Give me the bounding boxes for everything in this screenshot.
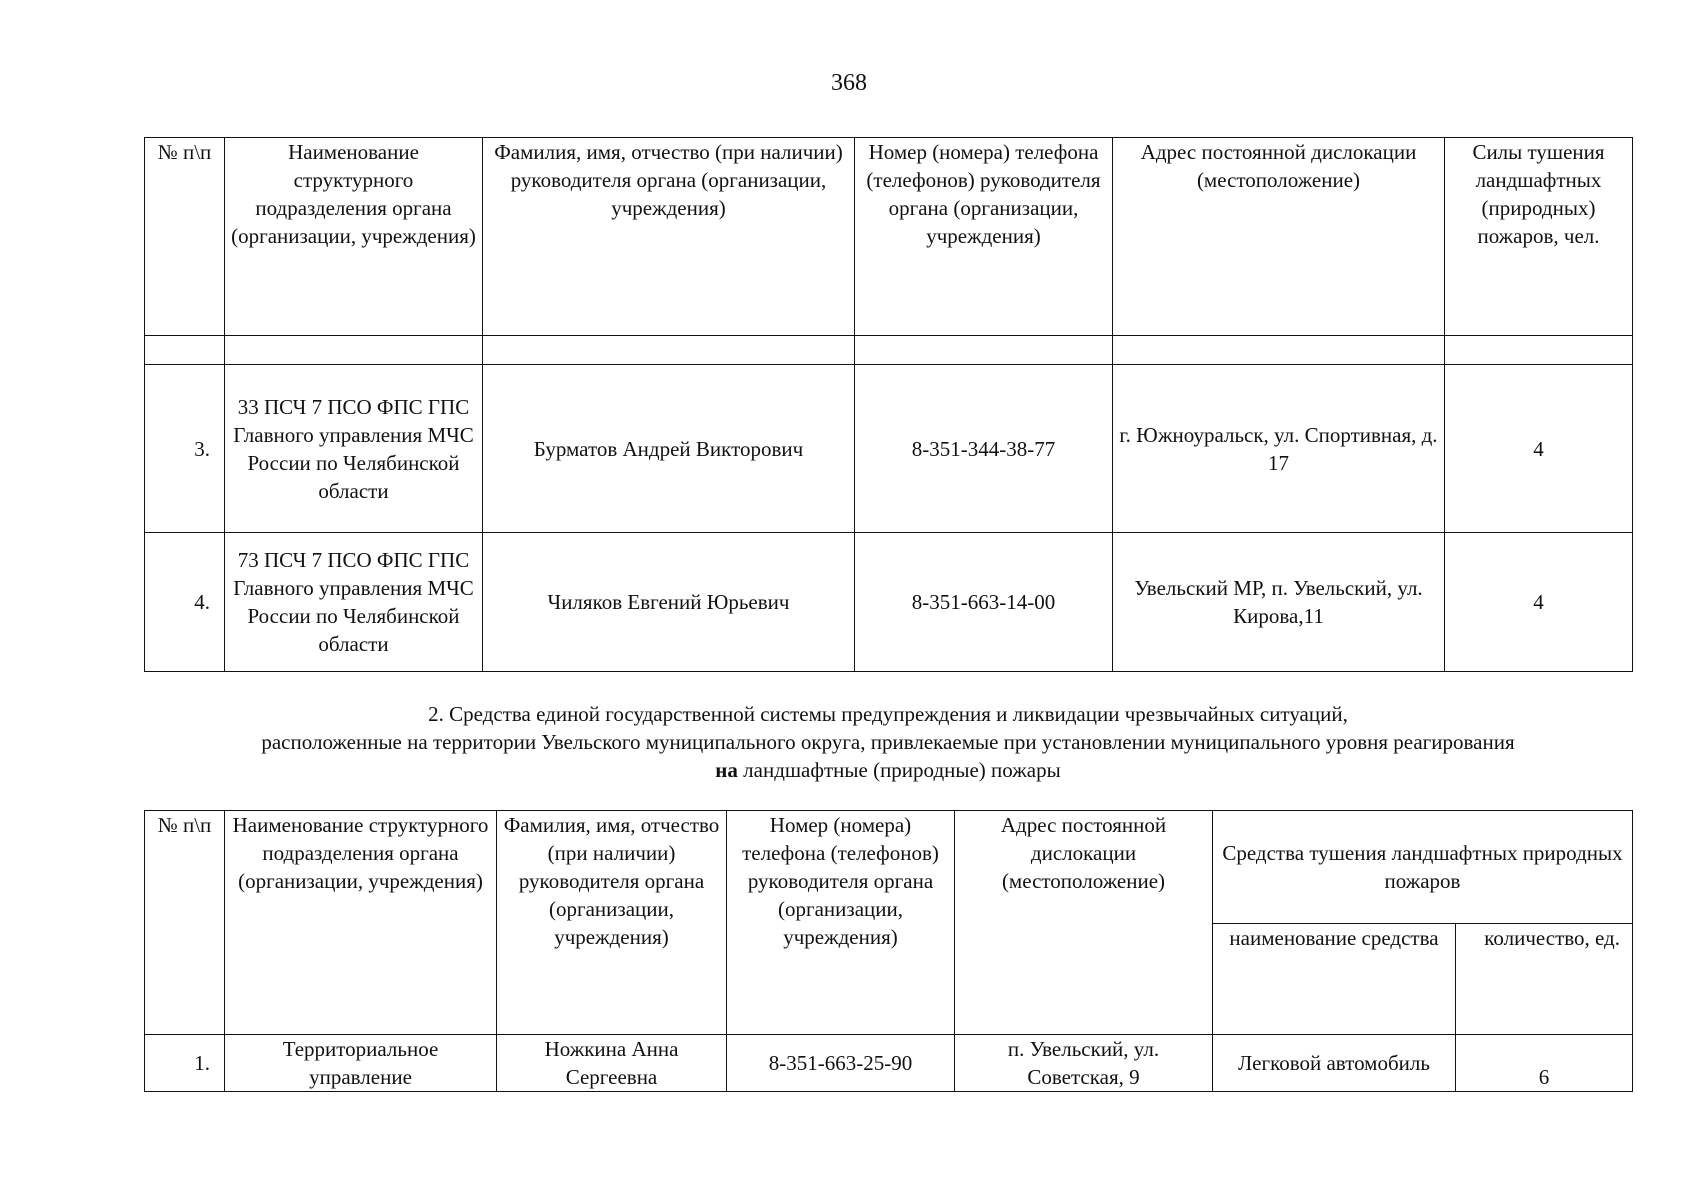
- row-name: Территориальное управление: [225, 1035, 497, 1092]
- row-forces: 4: [1445, 533, 1633, 672]
- header-address: Адрес постоянной дислокации (местоположение): [1113, 138, 1445, 336]
- header-head: Фамилия, имя, отчество (при наличии) руководителя органа (организации, учреждения): [497, 811, 727, 1035]
- header-phone: Номер (номера) телефона (телефонов) руководителя органа (организации, учреждения): [855, 138, 1113, 336]
- row-num: 1.: [145, 1035, 225, 1092]
- row-name: 73 ПСЧ 7 ПСО ФПС ГПС Главного управления МЧС России по Челябинской области: [225, 533, 483, 672]
- header-head: Фамилия, имя, отчество (при наличии) руководителя органа (организации, учреждения): [483, 138, 855, 336]
- row-num: 4.: [145, 533, 225, 672]
- header-name: Наименование структурного подразделения органа (организации, учреждения): [225, 811, 497, 1035]
- section-heading-line: 2. Средства единой государственной системы предупреждения и ликвидации чрезвычайных ситуаций,: [428, 702, 1348, 726]
- means-table: [144, 810, 1633, 1092]
- row-phone: 8-351-663-25-90: [727, 1035, 955, 1092]
- row-num: 3.: [145, 365, 225, 533]
- header-means: Средства тушения ландшафтных природных пожаров: [1213, 811, 1633, 924]
- section-heading-bold: на: [715, 758, 738, 782]
- table-row: [145, 533, 1633, 672]
- section-heading-line: [144, 756, 1632, 784]
- row-phone: 8-351-344-38-77: [855, 365, 1113, 533]
- row-name: 33 ПСЧ 7 ПСО ФПС ГПС Главного управления МЧС России по Челябинской области: [225, 365, 483, 533]
- table-row: [145, 365, 1633, 533]
- section-heading-rest: ландшафтные (природные) пожары: [737, 758, 1061, 782]
- forces-table: [144, 137, 1633, 672]
- header-means-name: наименование средства: [1213, 924, 1456, 1035]
- row-head: Ножкина Анна Сергеевна: [497, 1035, 727, 1092]
- row-means-name: Легковой автомобиль: [1213, 1035, 1456, 1092]
- page-number: 368: [831, 70, 867, 96]
- row-means-qty: 6: [1456, 1035, 1633, 1092]
- row-phone: 8-351-663-14-00: [855, 533, 1113, 672]
- header-name: Наименование структурного подразделения органа (организации, учреждения): [225, 138, 483, 336]
- row-address: Увельский МР, п. Увельский, ул. Кирова,11: [1113, 533, 1445, 672]
- header-num: № п\п: [145, 811, 225, 1035]
- header-num: № п\п: [145, 138, 225, 336]
- header-phone: Номер (номера) телефона (телефонов) руководителя органа (организации, учреждения): [727, 811, 955, 1035]
- table-row: [145, 1035, 1633, 1092]
- row-address: п. Увельский, ул. Советская, 9: [955, 1035, 1213, 1092]
- header-forces: Силы тушения ландшафтных (природных) пожаров, чел.: [1445, 138, 1633, 336]
- row-head: Чиляков Евгений Юрьевич: [483, 533, 855, 672]
- header-means-qty: количество, ед.: [1456, 924, 1633, 1035]
- table-spacer-row: [145, 336, 1633, 365]
- table-header-row: [145, 138, 1633, 336]
- section-heading-line: расположенные на территории Увельского муниципального округа, привлекаемые при установлении муниципального уровня реагирования: [261, 730, 1515, 754]
- header-address: Адрес постоянной дислокации (местоположение): [955, 811, 1213, 1035]
- section-heading: [144, 700, 1632, 784]
- row-address: г. Южноуральск, ул. Спортивная, д. 17: [1113, 365, 1445, 533]
- row-forces: 4: [1445, 365, 1633, 533]
- row-head: Бурматов Андрей Викторович: [483, 365, 855, 533]
- table-header-row: [145, 811, 1633, 924]
